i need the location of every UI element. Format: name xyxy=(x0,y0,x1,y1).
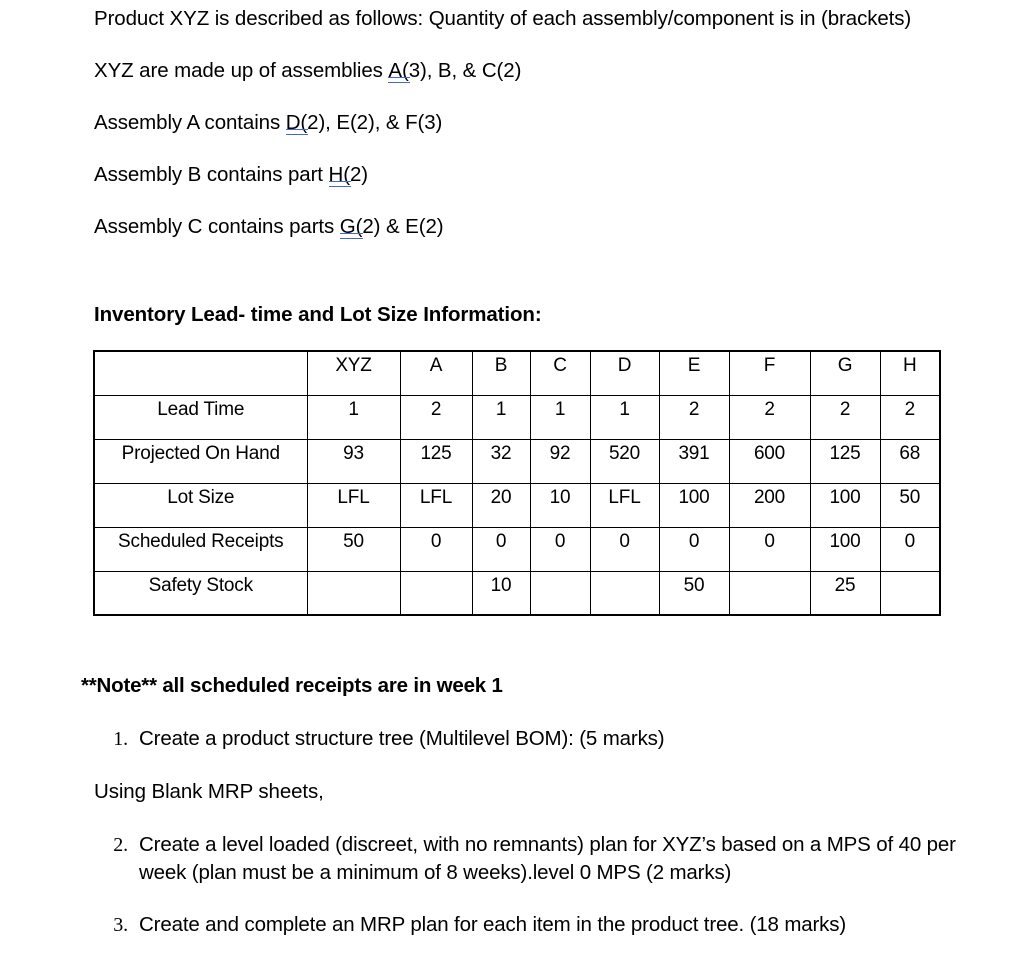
cell-scheduled-receipts-g: 100 xyxy=(810,527,880,571)
grammar-marked-text-a: A( xyxy=(388,59,409,82)
row-label-scheduled-receipts: Scheduled Receipts xyxy=(94,527,307,571)
cell-lot-size-e: 100 xyxy=(659,483,729,527)
task-item-2 xyxy=(91,831,971,887)
cell-lead-time-a: 2 xyxy=(400,395,472,439)
cell-projected-on-hand-h: 68 xyxy=(880,439,940,483)
cell-scheduled-receipts-a: 0 xyxy=(400,527,472,571)
task-text-3: Create and complete an MRP plan for each item in the product tree. (18 marks) xyxy=(139,913,847,936)
cell-safety-stock-xyz xyxy=(307,571,400,615)
table-row xyxy=(94,527,940,571)
task-marker-2: 2. xyxy=(113,834,128,856)
cell-lot-size-g: 100 xyxy=(810,483,880,527)
paragraph-assembly-a-pre: Assembly A contains xyxy=(94,111,286,134)
header-cell-blank xyxy=(94,351,307,395)
cell-projected-on-hand-e: 391 xyxy=(659,439,729,483)
row-label-lead-time: Lead Time xyxy=(94,395,307,439)
cell-projected-on-hand-g: 125 xyxy=(810,439,880,483)
cell-safety-stock-g: 25 xyxy=(810,571,880,615)
cell-lot-size-b: 20 xyxy=(472,483,530,527)
cell-lot-size-f: 200 xyxy=(729,483,810,527)
task-marker-3: 3. xyxy=(113,914,128,936)
header-cell-g: G xyxy=(810,351,880,395)
cell-projected-on-hand-xyz: 93 xyxy=(307,439,400,483)
cell-lot-size-c: 10 xyxy=(530,483,590,527)
cell-lead-time-f: 2 xyxy=(729,395,810,439)
paragraph-xyz-assemblies-pre: XYZ are made up of assemblies xyxy=(94,59,389,82)
task-text-2: Create a level loaded (discreet, with no remnants) plan for XYZ’s based on a MPS of 40 per week (plan must be a minimum of 8 weeks).level 0 MPS (2 marks) xyxy=(139,833,956,884)
cell-safety-stock-a xyxy=(400,571,472,615)
header-cell-xyz: XYZ xyxy=(307,351,400,395)
row-label-lot-size: Lot Size xyxy=(94,483,307,527)
cell-lead-time-h: 2 xyxy=(880,395,940,439)
cell-projected-on-hand-a: 125 xyxy=(400,439,472,483)
header-cell-b: B xyxy=(472,351,530,395)
cell-lot-size-d: LFL xyxy=(590,483,659,527)
cell-safety-stock-h xyxy=(880,571,940,615)
note-text: **Note** all scheduled receipts are in week 1 xyxy=(81,674,503,697)
table-header-row xyxy=(94,351,940,395)
cell-lead-time-d: 1 xyxy=(590,395,659,439)
paragraph-assembly-b-post: 2) xyxy=(349,163,368,186)
cell-projected-on-hand-f: 600 xyxy=(729,439,810,483)
intro-text-block xyxy=(94,6,954,240)
header-cell-c: C xyxy=(530,351,590,395)
task-text-1: Create a product structure tree (Multilevel BOM): (5 marks) xyxy=(139,727,665,750)
table-row xyxy=(94,571,940,615)
grammar-marked-text-h: H( xyxy=(328,163,350,186)
task-item-3 xyxy=(91,911,1011,939)
cell-safety-stock-d xyxy=(590,571,659,615)
paragraph-assembly-a-post: 2), E(2), & F(3) xyxy=(307,111,443,134)
cell-lot-size-h: 50 xyxy=(880,483,940,527)
row-label-safety-stock: Safety Stock xyxy=(94,571,307,615)
grammar-marked-text-g: G( xyxy=(339,215,363,238)
cell-scheduled-receipts-xyz: 50 xyxy=(307,527,400,571)
table-row xyxy=(94,483,940,527)
paragraph-assembly-b xyxy=(94,162,954,188)
cell-safety-stock-f xyxy=(729,571,810,615)
cell-scheduled-receipts-c: 0 xyxy=(530,527,590,571)
table-row xyxy=(94,439,940,483)
header-cell-a: A xyxy=(400,351,472,395)
cell-scheduled-receipts-d: 0 xyxy=(590,527,659,571)
cell-projected-on-hand-c: 92 xyxy=(530,439,590,483)
paragraph-xyz-assemblies-post: 3), B, & C(2) xyxy=(408,59,522,82)
cell-scheduled-receipts-b: 0 xyxy=(472,527,530,571)
using-blank-mrp-sheets-line: Using Blank MRP sheets, xyxy=(94,780,324,803)
cell-projected-on-hand-b: 32 xyxy=(472,439,530,483)
paragraph-description-text: Product XYZ is described as follows: Quantity of each assembly/component is in (brackets) xyxy=(94,7,912,30)
header-cell-h: H xyxy=(880,351,940,395)
paragraph-assembly-c xyxy=(94,214,954,240)
cell-lead-time-xyz: 1 xyxy=(307,395,400,439)
cell-lead-time-g: 2 xyxy=(810,395,880,439)
paragraph-assembly-c-post: 2) & E(2) xyxy=(362,215,444,238)
inventory-table-container xyxy=(93,350,941,616)
section-heading: Inventory Lead- time and Lot Size Information: xyxy=(94,303,542,326)
header-cell-f: F xyxy=(729,351,810,395)
cell-lead-time-e: 2 xyxy=(659,395,729,439)
cell-lot-size-xyz: LFL xyxy=(307,483,400,527)
row-label-projected-on-hand: Projected On Hand xyxy=(94,439,307,483)
paragraph-description xyxy=(94,6,954,32)
cell-projected-on-hand-d: 520 xyxy=(590,439,659,483)
cell-safety-stock-c xyxy=(530,571,590,615)
cell-scheduled-receipts-f: 0 xyxy=(729,527,810,571)
paragraph-assembly-b-pre: Assembly B contains part xyxy=(94,163,329,186)
task-marker-1: 1. xyxy=(113,728,128,750)
header-cell-e: E xyxy=(659,351,729,395)
cell-safety-stock-e: 50 xyxy=(659,571,729,615)
paragraph-xyz-assemblies xyxy=(94,58,954,84)
paragraph-assembly-a xyxy=(94,110,954,136)
paragraph-assembly-c-pre: Assembly C contains parts xyxy=(94,215,340,238)
cell-lot-size-a: LFL xyxy=(400,483,472,527)
cell-lead-time-c: 1 xyxy=(530,395,590,439)
cell-scheduled-receipts-h: 0 xyxy=(880,527,940,571)
header-cell-d: D xyxy=(590,351,659,395)
cell-scheduled-receipts-e: 0 xyxy=(659,527,729,571)
inventory-table xyxy=(93,350,941,616)
cell-lead-time-b: 1 xyxy=(472,395,530,439)
cell-safety-stock-b: 10 xyxy=(472,571,530,615)
grammar-marked-text-d: D( xyxy=(285,111,308,134)
task-item-1 xyxy=(91,725,891,753)
table-row xyxy=(94,395,940,439)
